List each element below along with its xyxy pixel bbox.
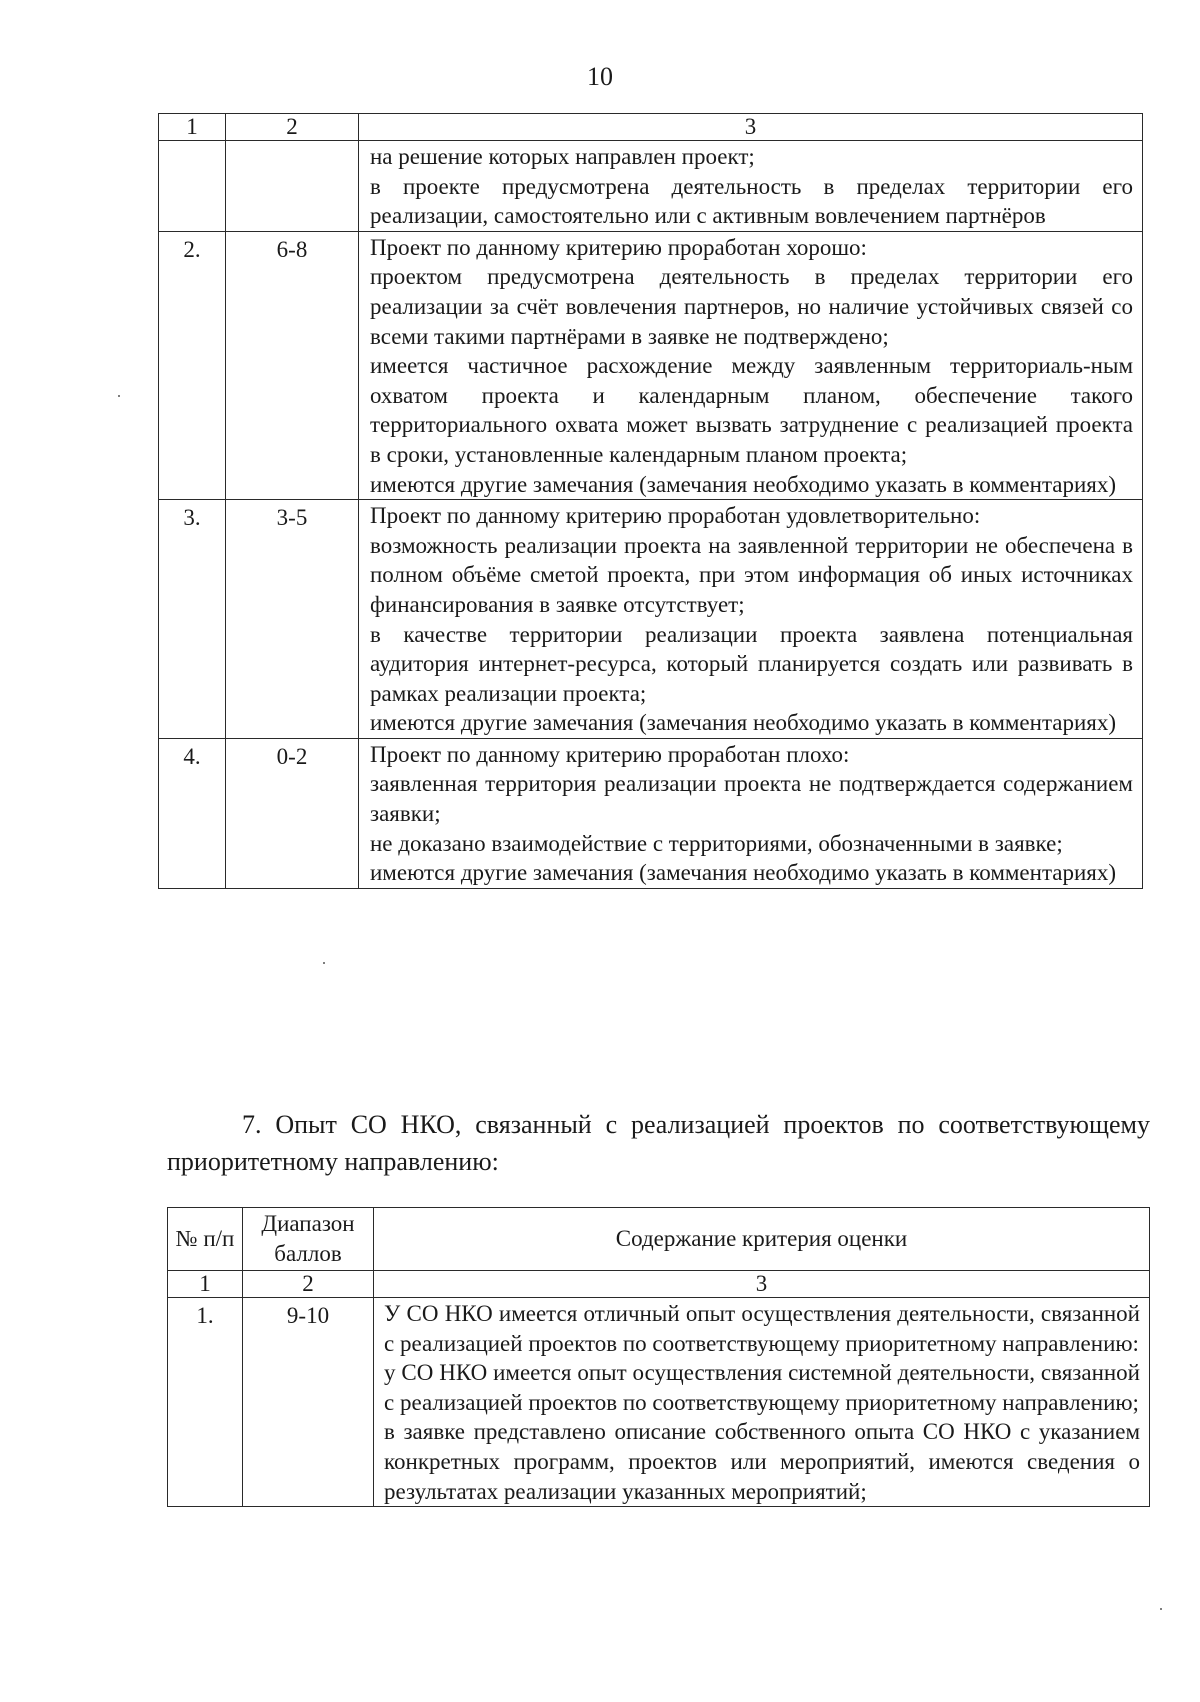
score-range: 9-10	[243, 1298, 374, 1507]
table-row	[159, 141, 1143, 232]
scan-speck	[118, 395, 120, 397]
column-header-number: № п/п	[168, 1208, 243, 1271]
criterion-line: имеются другие замечания (замечания необходимо указать в комментариях)	[370, 860, 1117, 886]
score-range-cell	[226, 141, 359, 232]
criterion-line: на решение которых направлен проект;	[370, 144, 755, 169]
criterion-description	[359, 141, 1143, 232]
column-header-range: Диапазон баллов	[243, 1208, 374, 1271]
criterion-line: Проект по данному критерию проработан хорошо:	[370, 234, 867, 260]
criterion-description	[359, 500, 1143, 739]
criterion-line: в заявке представлено описание собственного опыта СО НКО с указанием конкретных программ, проектов или мероприятий, имеются сведения о результатах реализации указанных мероприятий;	[384, 1419, 1140, 1504]
column-index: 1	[168, 1271, 243, 1298]
criterion-line: Проект по данному критерию проработан удовлетворительно:	[370, 503, 981, 529]
table-index-row	[168, 1271, 1150, 1298]
criterion-description	[359, 738, 1143, 888]
criterion-line: возможность реализации проекта на заявленной территории не обеспечена в полном объёме сметой проекта, при этом информация об иных источниках финансирования в заявке отсутствует;	[370, 532, 1133, 617]
criterion-line: не доказано взаимодействие с территориями, обозначенными в заявке;	[370, 830, 1063, 856]
scan-speck	[323, 962, 325, 964]
criterion-line: проектом предусмотрена деятельность в пределах территории его реализации за счёт вовлечения партнеров, но наличие устойчивых связей со всеми такими партнёрами в заявке не подтверждено;	[370, 264, 1133, 349]
criterion-line: имеются другие замечания (замечания необходимо указать в комментариях)	[370, 710, 1117, 736]
table-row	[159, 738, 1143, 888]
criterion-line: в качестве территории реализации проекта заявлена потенциальная аудитория интернет-ресурса, который планируется создать или развивать в рамках реализации проекта;	[370, 621, 1133, 706]
scan-speck	[1160, 1608, 1162, 1610]
criterion-description	[374, 1298, 1150, 1507]
table-row	[168, 1298, 1150, 1507]
criterion-line: Проект по данному критерию проработан плохо:	[370, 741, 850, 767]
column-index: 2	[226, 114, 359, 141]
column-header-content: Содержание критерия оценки	[374, 1208, 1150, 1271]
column-index: 3	[359, 114, 1143, 141]
criterion-line: У СО НКО имеется отличный опыт осуществления деятельности, связанной с реализацией проектов по соответствующему приоритетному направлению:	[384, 1301, 1140, 1356]
row-number: 2.	[159, 231, 226, 499]
column-index: 3	[374, 1271, 1150, 1298]
column-index: 2	[243, 1271, 374, 1298]
criterion-description	[359, 231, 1143, 499]
criterion-line: в проекте предусмотрена деятельность в пределах территории его реализации, самостоятельно или с активным вовлечением партнёров	[370, 173, 1133, 229]
criterion-line: у СО НКО имеется опыт осуществления системной деятельности, связанной с реализацией проектов по соответствующему приоритетному направлению;	[384, 1360, 1140, 1415]
row-number-cell	[159, 141, 226, 232]
criterion-line: имеются другие замечания (замечания необходимо указать в комментариях)	[370, 471, 1117, 497]
table-index-row	[159, 114, 1143, 141]
column-index: 1	[159, 114, 226, 141]
section-heading	[167, 1106, 1150, 1180]
criterion-line: имеется частичное расхождение между заявленным территориаль-ным охватом проекта и календарным планом, обеспечение такого территориального охвата может вызвать затруднение с реализацией проекта в сроки, установленные календарным планом проекта;	[370, 353, 1133, 467]
score-range: 6-8	[226, 231, 359, 499]
row-number: 1.	[168, 1298, 243, 1507]
criteria-table-experience	[167, 1207, 1150, 1507]
page-number: 10	[587, 62, 613, 91]
score-range: 0-2	[226, 738, 359, 888]
table-row	[159, 231, 1143, 499]
table-header-row	[168, 1208, 1150, 1271]
row-number: 4.	[159, 738, 226, 888]
section-7-heading: 7. Опыт СО НКО, связанный с реализацией проектов по соответствующему приоритетному направлению:	[167, 1110, 1150, 1176]
score-range: 3-5	[226, 500, 359, 739]
row-number: 3.	[159, 500, 226, 739]
table-row	[159, 500, 1143, 739]
criteria-table-territory	[158, 113, 1143, 889]
criterion-line: заявленная территория реализации проекта не подтверждается содержанием заявки;	[370, 771, 1133, 827]
